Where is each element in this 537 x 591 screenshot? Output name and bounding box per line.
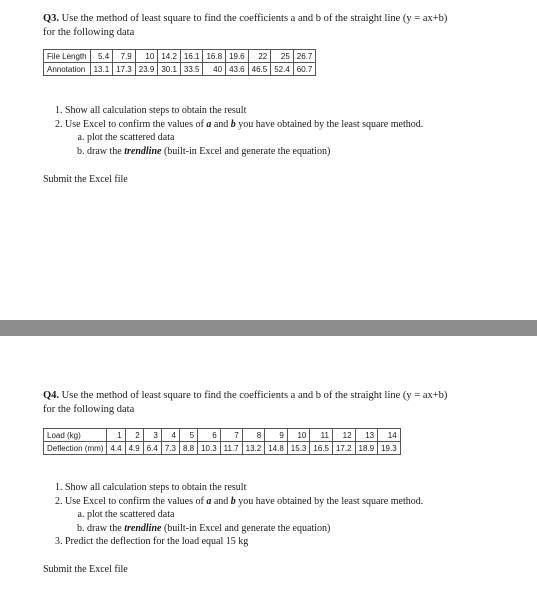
q4-row2-header: Deflection (mm) [44, 442, 107, 455]
q4-sub-a-text: plot the scattered data [87, 509, 175, 520]
q3-sub-b-text-post: (built-in Excel and generate the equation) [161, 145, 331, 157]
q4-step-2-text-mid: and [211, 495, 231, 507]
table-cell: 2 [125, 429, 143, 442]
table-cell: 13 [355, 429, 378, 442]
section-divider [0, 320, 537, 336]
q3-step-2-text-pre: Use Excel to confirm the values of [65, 118, 207, 130]
q4-intro [43, 389, 447, 416]
q3-row2-header: Annotation [44, 63, 91, 76]
q3-intro-line2: for the following data [43, 26, 135, 38]
q3-intro-line1: Use the method of least square to find the coefficients a and b of the straight line (y = ax+b) [59, 13, 448, 24]
table-cell: 5 [179, 429, 197, 442]
q4-table-row-deflection [44, 442, 401, 455]
q4-step-3 [65, 535, 423, 549]
q3-sub-a [87, 131, 423, 145]
table-cell: 10.3 [198, 442, 221, 455]
q3-step-2-var-b: b [230, 118, 236, 130]
q3-intro [43, 12, 447, 39]
q3-submit-note: Submit the Excel file [43, 174, 128, 185]
table-cell: 7.9 [113, 50, 136, 63]
table-cell: 8.8 [179, 442, 197, 455]
q3-steps-list [45, 104, 423, 158]
table-cell: 13.1 [90, 63, 113, 76]
q4-data-table [43, 428, 401, 455]
table-cell: 11.7 [220, 442, 242, 455]
q4-sub-b [87, 522, 423, 536]
table-cell: 5.4 [90, 50, 113, 63]
q3-sub-b-trendline: trendline [124, 145, 162, 157]
question-4-panel [0, 336, 537, 591]
table-cell: 9 [265, 429, 288, 442]
table-cell: 12 [332, 429, 355, 442]
q4-step-2-var-a: a [206, 495, 212, 507]
table-cell: 15.3 [287, 442, 310, 455]
q3-step-2 [65, 118, 423, 159]
q4-label: Q4. [43, 390, 60, 401]
q3-sub-b [87, 145, 423, 159]
q4-step-1 [65, 481, 423, 495]
table-cell: 19.6 [226, 50, 249, 63]
q4-intro-line1: Use the method of least square to find the coefficients a and b of the straight line (y = ax+b) [59, 390, 448, 401]
table-cell: 8 [242, 429, 265, 442]
table-cell: 33.5 [180, 63, 203, 76]
q4-submit-note: Submit the Excel file [43, 564, 128, 575]
q4-step-1-text: Show all calculation steps to obtain the result [65, 482, 247, 493]
table-cell: 7 [220, 429, 242, 442]
table-cell: 10 [287, 429, 310, 442]
q3-table-row-annotation [44, 63, 316, 76]
q3-step-1-text: Show all calculation steps to obtain the result [65, 105, 247, 116]
table-cell: 6.4 [143, 442, 161, 455]
table-cell: 6 [198, 429, 221, 442]
table-cell: 43.6 [226, 63, 249, 76]
table-cell: 23.9 [135, 63, 158, 76]
q3-step-1 [65, 104, 423, 118]
q3-label: Q3. [43, 13, 60, 24]
table-cell: 14.2 [158, 50, 181, 63]
q4-step-2-sublist [65, 508, 423, 535]
table-cell: 52.4 [271, 63, 294, 76]
q3-sub-a-text: plot the scattered data [87, 132, 175, 143]
q4-sub-a [87, 508, 423, 522]
q4-sub-b-text-pre: draw the [87, 522, 125, 534]
q3-step-2-text-mid: and [211, 118, 231, 130]
q4-step-3-text: Predict the deflection for the load equal 15 kg [65, 536, 249, 547]
table-cell: 25 [271, 50, 294, 63]
q3-row1-header: File Length [44, 50, 91, 63]
table-cell: 22 [248, 50, 271, 63]
q3-data-table [43, 49, 316, 76]
q3-table-row-file-length [44, 50, 316, 63]
table-cell: 17.3 [113, 63, 136, 76]
q4-intro-line2: for the following data [43, 403, 135, 415]
table-cell: 14 [378, 429, 401, 442]
table-cell: 11 [310, 429, 333, 442]
table-cell: 14.8 [265, 442, 288, 455]
table-cell: 26.7 [293, 50, 316, 63]
table-cell: 40 [203, 63, 226, 76]
q3-step-2-text-post: you have obtained by the least square method. [235, 118, 424, 130]
table-cell: 16.1 [180, 50, 203, 63]
table-cell: 4.9 [125, 442, 143, 455]
table-cell: 46.5 [248, 63, 271, 76]
q3-step-2-var-a: a [206, 118, 212, 130]
q3-step-2-sublist [65, 131, 423, 158]
table-cell: 4 [161, 429, 179, 442]
table-cell: 3 [143, 429, 161, 442]
table-cell: 17.2 [332, 442, 355, 455]
table-cell: 7.3 [161, 442, 179, 455]
q4-sub-b-trendline: trendline [124, 522, 162, 534]
q4-row1-header: Load (kg) [44, 429, 107, 442]
table-cell: 13.2 [242, 442, 265, 455]
table-cell: 4.4 [107, 442, 125, 455]
table-cell: 60.7 [293, 63, 316, 76]
table-cell: 16.5 [310, 442, 333, 455]
table-cell: 10 [135, 50, 158, 63]
q4-step-2 [65, 495, 423, 536]
q4-sub-b-text-post: (built-in Excel and generate the equation) [161, 522, 331, 534]
q4-step-2-text-post: you have obtained by the least square method. [235, 495, 424, 507]
table-cell: 16.8 [203, 50, 226, 63]
table-cell: 18.9 [355, 442, 378, 455]
table-cell: 30.1 [158, 63, 181, 76]
q4-table-row-load [44, 429, 401, 442]
q4-step-2-text-pre: Use Excel to confirm the values of [65, 495, 207, 507]
q4-steps-list [45, 481, 423, 549]
table-cell: 1 [107, 429, 125, 442]
q3-sub-b-text-pre: draw the [87, 145, 125, 157]
table-cell: 19.3 [378, 442, 401, 455]
q4-step-2-var-b: b [230, 495, 236, 507]
